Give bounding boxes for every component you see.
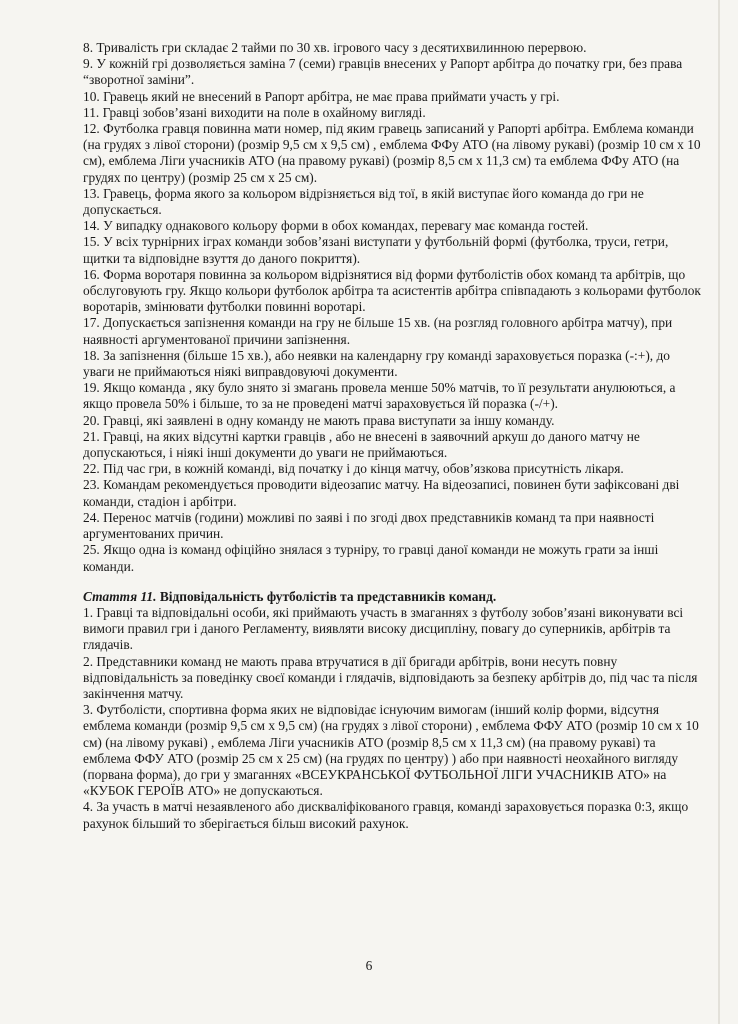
rule-item-19: 19. Якщо команда , яку було знято зі змагань провела менше 50% матчів, то її результати анулюються, а якщо провела 50% і більше, то за не проведені матчі зараховується їй поразка (-/+). [83, 380, 676, 412]
rule-item-13: 13. Гравець, форма якого за кольором відрізняється від тої, в якій виступає його команда до гри не допускається. [83, 185, 644, 218]
rule-item-21: 21. Гравці, на яких відсутні картки гравців , або не внесені в заявочний аркуш до даного матчу не допускаються, і ніякі інші документи до уваги не приймаються. [83, 428, 640, 461]
scan-edge [718, 0, 720, 1024]
responsibility-item-2: 2. Представники команд не мають права втручатися в дії бригади арбітрів, вони несуть повну відповідальність за поведінку своєї команди і глядачів, відповідають за безпеку арбітрів до, під час та після закінчення матчу. [83, 653, 698, 701]
rule-item-8: 8. Тривалість гри складає 2 тайми по 30 хв. ігрового часу з десятихвилинною перервою. [83, 40, 587, 55]
section-spacer [83, 575, 701, 589]
rule-item-16: 16. Форма воротаря повинна за кольором відрізнятися від форми футболістів обох команд та арбітрів, що обслуговують гру. Якщо кольори футболок арбітра та асистентів арбітра співпадають з кольорами футболок воротарів, змінювати футболки повинні воротарі. [83, 266, 701, 315]
rule-item-12: 12. Футболка гравця повинна мати номер, під яким гравець записаний у Рапорті арбітра. Емблема команди (на грудях з лівої сторони) (розмір 9,5 см х 9,5 см) , емблема ФФу АТО (на лівому рукаві) (розмір 10 см х 10 см), емблема Ліги учасників АТО (на правому рукаві) (розмір 8,5 см х 11,3 см) та емблема ФФу АТО (на грудях по центру) (розмір 25 см х 25 см). [83, 121, 701, 185]
rule-item-10: 10. Гравець який не внесений в Рапорт арбітра, не має права приймати участь у грі. [83, 88, 560, 104]
article-number: Стаття 11. [83, 588, 157, 604]
rule-item-18: 18. За запізнення (більше 15 хв.), або неявки на календарну гру команді зараховується поразка (-:+), до уваги не приймаються ніякі виправдовуючі документи. [83, 347, 670, 380]
article-title: Відповідальність футболістів та представників команд. [156, 588, 497, 604]
rule-item-23: 23. Командам рекомендується проводити відеозапис матчу. На відеозаписі, повинен бути зафіксовані дві команди, стадіон і арбітри. [83, 477, 680, 509]
responsibility-item-1: 1. Гравці та відповідальні особи, які приймають участь в змаганнях з футболу зобов’язані виконувати всі вимоги правил гри і даного Регламенту, виявляти високу дисципліну, повагу до суперників, арбітрів та глядачів. [83, 604, 684, 653]
rule-item-9: 9. У кожній грі дозволяється заміна 7 (семи) гравців внесених у Рапорт арбітра до початку гри, без права “зворотної заміни”. [83, 56, 683, 88]
rule-item-17: 17. Допускається запізнення команди на гру не більше 15 хв. (на розгляд головного арбітра матчу), при наявності аргументованої причини запізнення. [83, 315, 673, 347]
rule-item-25: 25. Якщо одна із команд офіційно знялася з турніру, то гравці даної команди не можуть грати за інші команди. [83, 542, 659, 574]
rule-item-20: 20. Гравці, які заявлені в одну команду не мають права виступати за іншу команду. [83, 412, 555, 428]
page-content [83, 40, 701, 832]
page-number: 6 [365, 958, 373, 973]
rule-item-24: 24. Перенос матчів (години) можливі по заяві і по згоді двох представників команд та при наявності аргументованих причин. [83, 509, 655, 542]
rule-item-22: 22. Під час гри, в кожній команді, від початку і до кінця матчу, обов’язкова присутність лікаря. [83, 461, 624, 477]
responsibility-item-4: 4. За участь в матчі незаявленого або дискваліфікованого гравця, команді зараховується поразка 0:3, якщо рахунок більший то зберігається більш високий рахунок. [83, 799, 689, 831]
rule-item-15: 15. У всіх турнірних іграх команди зобов’язані виступати у футбольній формі (футболка, труси, гетри, щитки та відповідне взуття до даного покриття). [83, 234, 669, 266]
rule-item-11: 11. Гравці зобов’язані виходити на поле в охайному вигляді. [83, 104, 426, 120]
responsibility-item-3: 3. Футболісти, спортивна форма яких не відповідає існуючим вимогам (інший колір форми, відсутня емблема команди (розмір 9,5 см х 9,5 см) (на грудях з лівої сторони) , емблема ФФУ АТО (розмір 10 см х 10 см) (на лівому рукаві) , емблема Ліги учасників АТО (розмір 8,5 см х 11,3 см) (на правому рукаві) та емблема ФФУ АТО (розмір 25 см х 25 см) (на грудях по центру) ) або при наявності неохайного вигляду (порвана форма), до гри у змаганнях «ВСЕУКРАНСЬКОЇ ФУТБОЛЬНОЇ ЛІГИ УЧАСНИКІВ АТО» на «КУБОК ГЕРОЇВ АТО» не допускаються. [83, 702, 699, 799]
section-heading [83, 589, 701, 605]
rule-item-14: 14. У випадку однакового кольору форми в обох командах, перевагу має команда гостей. [83, 218, 589, 234]
